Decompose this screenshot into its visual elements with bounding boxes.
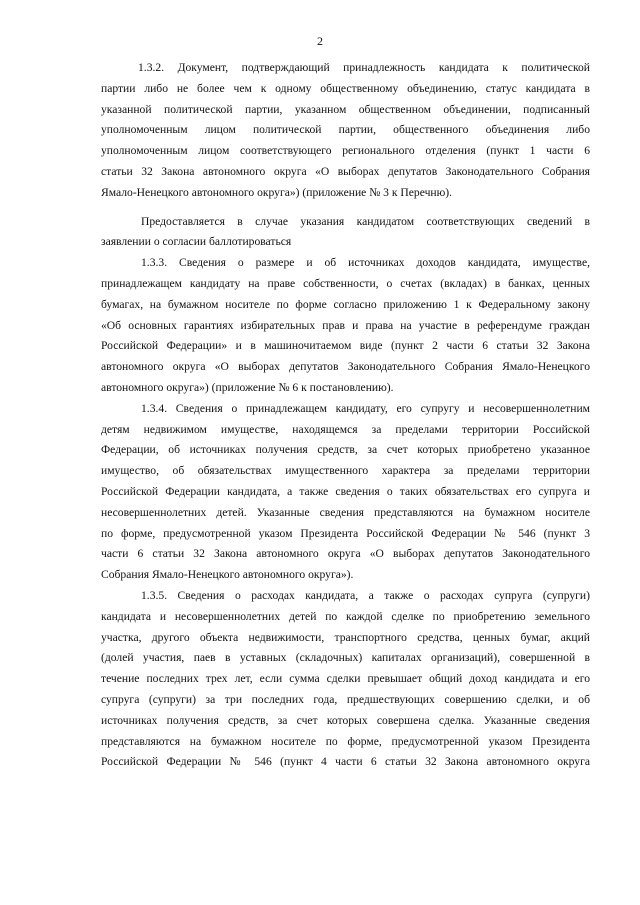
page-number: 2: [317, 34, 323, 48]
text-line: 1.3.5. Сведения о расходах кандидата, а также о расходах супруга (супруги): [141, 588, 590, 602]
text-line: источниках получения средств, за счет которых совершена сделка. Указанные сведения: [101, 713, 590, 727]
text-line: Российской Федерации» и в машиночитаемом виде (пункт 2 части 6 статьи 32 Закона: [101, 339, 590, 353]
text-line: Федерации, об источниках получения средств, за счет которых приобретено указанное: [101, 443, 590, 457]
text-line: принадлежащем кандидату на праве собственности, о счетах (вкладах) в банках, ценных: [101, 276, 590, 290]
paragraph-note: [101, 212, 590, 254]
paragraph-1-3-5: [101, 586, 590, 773]
text-line: 1.3.4. Сведения о принадлежащем кандидату, его супругу и несовершеннолетним: [141, 401, 590, 415]
text-line: супруга (супруги) за три последних года, предшествующих совершению сделки, и об: [101, 692, 590, 706]
paragraph-1-3-3: [101, 253, 590, 399]
text-line: Собрания Ямало-Ненецкого автономного округа»).: [101, 568, 354, 582]
text-line: Российской Федерации № 546 (пункт 4 части 6 статьи 32 Закона автономного округа: [101, 755, 590, 769]
text-line: автономного округа») (приложение № 6 к постановлению).: [101, 380, 394, 394]
text-line: бумагах, на бумажном носителе по форме согласно приложению 1 к Федеральному закону: [101, 297, 590, 311]
text-line: по форме, предусмотренной указом Президента Российской Федерации № 546 (пункт 3: [101, 526, 590, 540]
text-line: указанной политической партии, указанном общественном объединении, подписанный: [101, 102, 590, 116]
text-line: партии либо не более чем к одному общественному объединению, статус кандидата в: [101, 81, 590, 95]
text-line: автономного округа «О выборах депутатов Законодательного Собрания Ямало-Ненецкого: [101, 360, 590, 374]
text-line: детям недвижимом имуществе, находящемся за пределами территории Российской: [101, 422, 590, 436]
text-line: уполномоченным лицом политической партии, общественного объединения либо: [101, 123, 590, 137]
paragraph-1-3-4: [101, 399, 590, 586]
text-line: Предоставляется в случае указания кандидатом соответствующих сведений в: [141, 214, 590, 228]
text-line: «Об основных гарантиях избирательных прав и права на участие в референдуме граждан: [101, 318, 590, 332]
text-line: участка, другого объекта недвижимости, транспортного средства, ценных бумаг, акций: [101, 630, 590, 644]
text-line: представляются на бумажном носителе по форме, предусмотренной указом Президента: [101, 734, 590, 748]
text-line: уполномоченным лицом соответствующего регионального отделения (пункт 1 части 6: [101, 144, 590, 158]
text-line: заявлении о согласии баллотироваться: [101, 235, 292, 249]
document-body: [101, 58, 590, 773]
text-line: Российской Федерации кандидата, а также сведения о таких обязательствах его супруга и: [101, 484, 590, 498]
text-line: несовершеннолетних детей. Указанные сведения представляются на бумажном носителе: [101, 505, 590, 519]
text-line: имущество, об обязательствах имущественного характера за пределами территории: [101, 464, 590, 478]
text-line: 1.3.2. Документ, подтверждающий принадлежность кандидата к политической: [138, 61, 590, 74]
text-line: Ямало-Ненецкого автономного округа») (приложение № 3 к Перечню).: [101, 185, 453, 199]
text-line: кандидата и несовершеннолетних детей по каждой сделке по приобретению земельного: [101, 609, 590, 623]
text-line: 1.3.3. Сведения о размере и об источниках доходов кандидата, имуществе,: [141, 256, 590, 270]
text-line: части 6 статьи 32 Закона автономного округа «О выборах депутатов Законодательного: [101, 547, 590, 561]
paragraph-1-3-2: [101, 58, 590, 204]
text-line: (долей участия, паев в уставных (складочных) капиталах организаций), совершенной в: [101, 651, 590, 665]
text-line: течение последних трех лет, если сумма сделки превышает общий доход кандидата и его: [101, 672, 590, 686]
text-line: статьи 32 Закона автономного округа «О выборах депутатов Законодательного Собрания: [101, 164, 590, 178]
